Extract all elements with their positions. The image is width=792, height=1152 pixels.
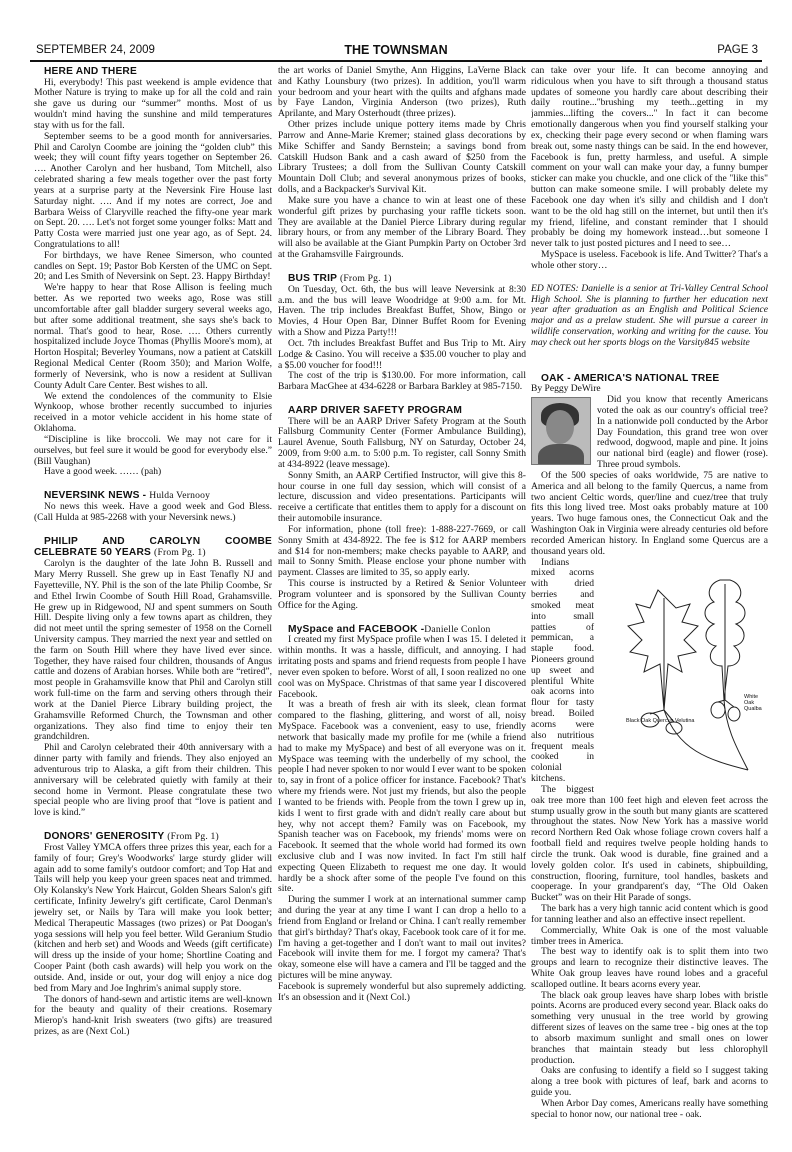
paragraph: Did you know that recently Americans voted the oak as our country's official tree? In a nationwide poll conducted by the Arbor Day Foundation, this grand tree won over redwood, dogwood, maple and pine. It joins our national bird (eagle) and flower (rose). Three proud symbols. <box>597 394 768 471</box>
paragraph: Of the 500 species of oaks worldwide, 75 are native to America and all belong to the family Quercus, a name from two ancient Celtic words, quer/line and cuez/tree that truly fits this long lived tree. Most oaks probably mature at 100 years. Two huge famous ones, the Connecticut Oak and the Washington Oak in Virginia were already centuries old before recorded American history. In England some Quercus are a thousand years old. <box>531 469 768 557</box>
paragraph: The best way to identify oak is to split them into two groups and learn to recognize their distinctive leaves. The White Oak group leaves have round lobes and a graceful scalloped outline. It bears acorns every year. <box>531 946 768 990</box>
continued-from: (From Pg. 1) <box>167 831 219 843</box>
oak-leaves-illustration <box>598 560 768 790</box>
paragraph: The donors of hand-sewn and artistic items are well-known for the beauty and quality of their creations. Rosemary Mierop's hand-knit Irish sweaters (two gifts) are treasured prizes, as are (Next Col.) <box>34 993 272 1038</box>
figure-caption: White Oak Qualba <box>744 693 762 712</box>
paragraph: Hi, everybody! This past weekend is ample evidence that Mother Nature is trying to make up for all the cold and rain she gave us during our “summer” months. Most of us wouldn't mind having the sunshine and mild temperatures stay with us for the fall. <box>34 76 272 131</box>
paragraph: Facebook is supremely wonderful but also supremely addicting. It's an obsession and it (Next Col.) <box>278 980 526 1003</box>
column-2 <box>278 66 526 1146</box>
paragraph: When Arbor Day comes, Americans really have something special to honor now, our national tree - oak. <box>531 1097 768 1120</box>
paragraph: For birthdays, we have Renee Simerson, who counted candles on Sept. 19; Pastor Bob Kersten of the UMC on Sept. 20; and Les Smith of Neversink on Sept. 23. Happy Birthday! <box>34 249 272 283</box>
paragraph: We're happy to hear that Rose Allison is feeling much better. As we reported two weeks ago, Rose was still uncomfortable after gall bladder surgery several weeks ago, but after some additional treatment, she says she's back to normal. That's good to hear, Rose. …. Others currently hospitalized include Joyce Thomas (Phyllis Moore's mom), at Horton Hospital; Beverley Youmans, now a patient at Catskill Regional Medical Center (Room 350); and Marion Wolfe, formerly of Neversink, who is now a resident at Sullivan County Adult Care Center. Best wishes to all. <box>34 282 272 391</box>
paragraph: Oct. 7th includes Breakfast Buffet and Bus Trip to Mt. Airy Lodge & Casino. You will receive a $35.00 voucher to play and a $5.00 voucher for food!!! <box>278 337 526 371</box>
headline-text: NEVERSINK NEWS - <box>44 490 150 502</box>
paragraph: We extend the condolences of the community to Elsie Wynkoop, whose brother recently succumbed to injuries received in a motor vehicle accident in his home state of Oklahoma. <box>34 390 272 435</box>
column-3 <box>531 66 768 1146</box>
paragraph: The bark has a very high tannic acid content which is good for tanning leather and also an effective insect repellent. <box>531 903 768 925</box>
issue-date: SEPTEMBER 24, 2009 <box>36 44 155 56</box>
figure-caption: Black Oak Quercus Velutina <box>626 717 695 724</box>
paragraph: Make sure you have a chance to win at least one of these wonderful gift prizes by purchasing your raffle tickets soon. They are available at the Daniel Pierce Library during regular library hours, or from any member of the Library Board. They will also be available at the Giant Pumpkin Party on October 3rd at the Grahamsville Fairgrounds. <box>278 194 526 261</box>
paragraph: can take over your life. It can become annoying and ridiculous when you have to sift through a thousand status updates of someone you hardly care about describing their daily routine..."brushing my teeth...getting in my jammies...lifting the covers..." In fact it can become emotionally dangerous when you find yourself stalking your ex, checking their page every second or when flaming wars break out, some nasty things can be said. In the end however, Facebook is fun, pretty harmless, and useful. A simple comment on your wall can make your day, a funny bumper sticker can make you chuckle, and one click of the "like this" button can make someone smile. I will probably delete my Facebook one day when it's silly and childish and I don't want to be the old hag still on the internet, but until then it's my friend, lifeline, and constant reminder that I should probably be doing my homework instead…but someone I never talk to just posted pictures and I need to see… <box>531 66 768 250</box>
page-number: PAGE 3 <box>717 44 758 56</box>
paragraph: No news this week. Have a good week and God Bless. (Call Hulda at 985-2268 with your Neversink news.) <box>34 501 272 523</box>
author-photo <box>531 397 591 465</box>
byline: By Peggy DeWire <box>531 383 601 395</box>
paragraph: MySpace is useless. Facebook is life. And Twitter? That's a whole other story… <box>531 249 768 271</box>
headline-text: BUS TRIP <box>288 272 337 284</box>
paragraph: During the summer I work at an international summer camp and during the year at any time I want I can drop a hello to a friend from England or Ireland or China. I can't really remember that girl's birthday? That's okay, Facebook took care of it for me. I'm having a get-together and I don't want to mail out invites? Facebook will invite them for me. I forgot my camera? That's okay, someone else will have a camera and I'll be tagged and the pictures will be mine anyway. <box>278 894 526 982</box>
paragraph: The biggest oak tree more than 100 feet high and eleven feet across the stump usually grow in the south but many giants are scattered throughout the states. Now New York has a massive world record Northern Red Oak whose foliage crown covers half a football field and requires twelve people holding hands to circle the trunk. Oak wood is durable, fine grained and a lovely golden color. It's used in cabinets, shipbuilding, construction, flooring, furniture, tool handles, baskets and cooperage. In your grandparent's day, “The Old Oaken Bucket” was on their Hit Parade of songs. <box>531 783 768 904</box>
paragraph: Oaks are confusing to identify a field so I suggest taking along a tree book with pictures of leaf, bark and acorns to guide you. <box>531 1065 768 1099</box>
byline: Danielle Conlon <box>424 623 491 635</box>
column-1 <box>34 66 272 1146</box>
paragraph: It was a breath of fresh air with its sleek, clean format compared to the flashing, glittering, and worst of all, noisy MySpace. Facebook was a convenient, easy to use, friendly network that basically made my profile for me (while a friend had to make my MySpace) and best of all everyone was on it. MySpace was teeming with the underbelly of my school, the people I had never spoken to nor would I ever want to be spoken to, say in front of a police officer for instance. Facebook? That's where my friends were. Not just my friends, but also the people I wanted to be friends with. People from the town I grew up in, kids I went to first grade with and didn't really care about but hey, why not accept them? Family was on Facebook, my Spanish teacher was on Facebook, my friends' moms were on Facebook. It seemed that the whole world had formed its own exclusive club and I was now invited. In fact I'm still half expecting Queen Elizabeth to request me one day. It would hardly be a shock after some of the people I've found on this site. <box>278 699 526 895</box>
headline-aarp: AARP DRIVER SAFETY PROGRAM <box>288 405 463 417</box>
paragraph: I created my first MySpace profile when I was 15. I deleted it within months. It was a hassle, difficult, and annoying. I had irritating posts and spams and friend requests from people I have never even spoken to before. Worst of all, I soon realized no one cool was on MySpace. Christmas of that same year I discovered Facebook. <box>278 634 526 700</box>
byline: Hulda Vernooy <box>149 490 211 502</box>
headline-oak-national-tree: OAK - AMERICA'S NATIONAL TREE <box>541 372 720 384</box>
headline-here-and-there: HERE AND THERE <box>44 66 137 77</box>
paragraph: Indians mixed acorns with dried berries and smoked meat into small patties of pemmican, a staple food. Pioneers ground up sweet and plentiful White oak acorns into flour for tasty bread. Boiled acorns were also nutritious frequent meals cooked in colonial kitchens. <box>531 556 594 785</box>
paragraph: Phil and Carolyn celebrated their 40th anniversary with a dinner party with family and friends. They also enjoyed an adventurous trip to Alaska, a gift from their children. This anniversary will be celebrated quietly with family at their second home in Vermont. Please congratulate these two special people who are living proof that “love is patient and love is kind.” <box>34 742 272 819</box>
newspaper-title: THE TOWNSMAN <box>344 43 448 57</box>
editor-notes: ED NOTES: Danielle is a senior at Tri-Valley Central School High School. She is planning to further her education next year after graduation as an English and Political Science major and as a prelaw student. She will pursue a career in wildlife conservation, working and writing for the cause. You may check out her sports blogs on the Varsity845 website <box>531 282 768 348</box>
paragraph: Other prizes include unique pottery items made by Chris Parrow and Anne-Marie Kremer; stained glass decorations by Mike Schiffer and Sandy Bernstein; a savings bond from Catskill Hudson Bank and a cash award of $250 from the Library Trustees; a doll from the Sullivan County Catskill Mountain Doll Club; and several anonymous prizes of books, dolls, and a Backpacker's Survival Kit. <box>278 119 526 196</box>
headline-text: MySpace and FACEBOOK - <box>288 623 425 635</box>
paragraph: the art works of Daniel Smythe, Ann Higgins, LaVerne Black and Kathy Lounsbury (two prizes). In addition, you'll warm your bedroom and your heart with the quilts and afghans made by Faye Landon, Virginia Anderson (two prizes), Ruth Aprilante, and Mary Osterhoudt (three prizes). <box>278 66 526 120</box>
headline-text: PHILIP AND CAROLYN COOMBE CELEBRATE 50 YEARS <box>34 535 272 559</box>
page-header <box>30 44 762 62</box>
paragraph: This course is instructed by a Retired & Senior Volunteer Program volunteer and is sponsored by the Sullivan County Office for the Aging. <box>278 578 526 611</box>
paragraph: Have a good week. …… (pah) <box>44 466 162 478</box>
paragraph: “Discipline is like broccoli. We may not care for it ourselves, but feel sure it would be good for everybody else.” (Bill Vaughan) <box>34 433 272 467</box>
headline-text: DONORS' GENEROSITY <box>44 831 165 843</box>
paragraph: Frost Valley YMCA offers three prizes this year, each for a family of four; Grey's Woodworks' large sturdy glider will again add to some family's outdoor comfort; and Top Hat and Tails will help you keep your green spaces neat and trimmed. Oly Kolansky's New York Haircut, Golden Shears Salon's gift certificate, Infinity Jewelry's gift certificate, Carol Denman's jewelry set, or Nails by Tara will make you look better; Medical Therapeutic Massages (two prizes) or Pat Doogan's yoga sessions will help you feel better. Wild Geranium Studio (kitchen and herb set) and Woods and Weeds (gift certificate) will dress up the inside of your home; Shortline Coating and Cooper Paint (both cash awards) will help you work on the outside. And, inside or out, your dog will enjoy a nice dog bed from Mary and Joe Inghrim's animal supply store. <box>34 841 272 994</box>
paragraph: The cost of the trip is $130.00. For more information, call Barbara MacGhee at 434-6228 or Barbara Barkley at 985-7150. <box>278 370 526 393</box>
headline-coombe-anniversary <box>34 536 272 559</box>
paragraph: There will be an AARP Driver Safety Program at the South Fallsburg Community Center (Former Ambulance Building), Laurel Avenue, South Fallsburg, NY on Saturday, October 24, 2009, from 9:00 a.m. to 5:00 p.m. To register, call Sonny Smith at 434-8922 (leave message). <box>278 415 526 470</box>
headline-bus-trip <box>278 273 526 285</box>
paragraph: Carolyn is the daughter of the late John B. Russell and Mary Merry Russell. She grew up in East Tenafly NJ and Fayetteville, NY. Phil is the son of the late Philip Coombe, Sr and Ethel Irwin Coombe of South Hill Road, Grahamsville. He grew up in Ridgewood, NJ and spent summers on South Hill. Despite living only a few towns apart as children, they did not meet until the spring semester of 1958 on the Cornell University campus. They married the next year and settled on the farm on South Hill where they have lived ever since. Together, they have raised four children, thousands of Angus cattle and dozens of Arabian horses. While both are “retired”, most people in Grahamsville know that Phil and Carolyn still work full-time on the farm and serving others through their work at the Daniel Pierce Library building project, the Grahamsville Reformed Church, the Townsman and other organizations. They also find time to enjoy their ten grandchildren. <box>34 558 272 743</box>
continued-from: (From Pg. 1) <box>340 272 392 284</box>
paragraph: The black oak group leaves have sharp lobes with bristle points. Acorns are produced every second year. Black oaks do something very unusual in the tree world by growing different sizes of leaves on the same tree - big ones at the top to absorb maximum sunlight and small ones on lower branches that maintain steady but less chlorophyll production. <box>531 989 768 1066</box>
paragraph: For information, phone (toll free): 1-888-227-7669, or call Sonny Smith at 434-8922. The fee is $12 for AARP members and $14 for non-members; make checks payable to AARP, and mail to Sonny Smith. Please enclose your phone number with payment. Classes are limited to 35, so apply early. <box>278 523 526 579</box>
paragraph: Commercially, White Oak is one of the most valuable timber trees in America. <box>531 924 768 947</box>
paragraph: September seems to be a good month for anniversaries. Phil and Carolyn Coombe are joining the “golden club” this week; they will count fifty years together on September 26. …. Another Carolyn and her husband, Tom Mitchell, also celebrated sharing a few meals together over the past forty years at a surprise party at the Neversink Fire House last Saturday night. …. And if my notes are correct, Joe and Barbara Weiss of Claryville reached the fifty-one year mark on Sept. 20. …. Let's not forget some younger folks: Matt and Patty Costa were married just one year ago, as of Sept. 24. Congratulations to all! <box>34 130 272 250</box>
continued-from: (From Pg. 1) <box>154 547 206 559</box>
paragraph: On Tuesday, Oct. 6th, the bus will leave Neversink at 8:30 a.m. and the bus will leave Woodridge at 9:00 a.m. for Mt. Haven. The trip includes Breakfast Buffet, Show, Bingo or Movies, 4 Hour Open Bar, Dinner Buffet Room for Evening with a Show and Pizza Party!!! <box>278 283 526 339</box>
paragraph: Sonny Smith, an AARP Certified Instructor, will give this 8-hour course in one full day session, which will consist of a lecture, discussion and video presentations. Participants will receive a certificate that entitles them to apply for a discount on their automobile insurance. <box>278 469 526 525</box>
